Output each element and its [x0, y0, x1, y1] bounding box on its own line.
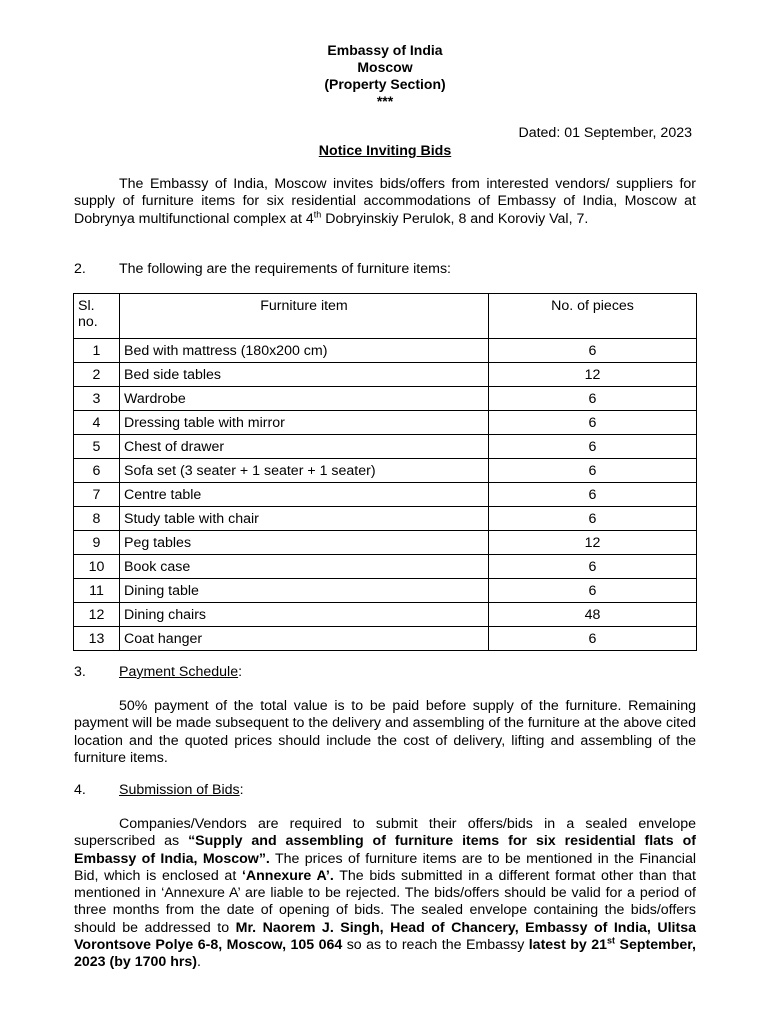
table-row — [74, 507, 697, 531]
table-row — [74, 603, 697, 627]
submission-paragraph: Companies/Vendors are required to submit their offers/bids in a sealed envelope superscribed as “Supply and assembling of furniture items for six residential flats of Embassy of India, Moscow”. The prices of furniture items are to be mentioned in the Financial Bid, which is enclosed at ‘Annexure A’. The bids submitted in a different format other than that mentioned in ‘Annexure A’ are liable to be rejected. The bids/offers should be valid for a period of three months from the date of opening of bids. The sealed envelope containing the bids/offers should be addressed to Mr. Naorem J. Singh, Head of Chancery, Embassy of India, Ulitsa Vorontsove Polye 6-8, Moscow, 105 064 so as to reach the Embassy latest by 21st September, 2023 (by 1700 hrs). — [74, 816, 696, 971]
table-row — [74, 435, 697, 459]
header-embassy: Embassy of India — [327, 42, 443, 58]
cell-pieces: 6 — [489, 579, 697, 603]
cell-sl: 12 — [74, 603, 120, 627]
cell-pieces: 6 — [489, 555, 697, 579]
table-row — [74, 411, 697, 435]
cell-sl: 10 — [74, 555, 120, 579]
section-2-text: The following are the requirements of furniture items: — [119, 261, 451, 277]
furniture-table — [73, 293, 697, 651]
cell-sl: 2 — [74, 363, 120, 387]
notice-title: Notice Inviting Bids — [318, 143, 452, 159]
table-row — [74, 363, 697, 387]
cell-sl: 9 — [74, 531, 120, 555]
cell-pieces: 12 — [489, 531, 697, 555]
cell-sl: 13 — [74, 627, 120, 651]
cell-pieces: 6 — [489, 627, 697, 651]
cell-item: Book case — [120, 555, 489, 579]
cell-pieces: 48 — [489, 603, 697, 627]
cell-sl: 3 — [74, 387, 120, 411]
cell-sl: 11 — [74, 579, 120, 603]
section-3-heading: Payment Schedule: — [119, 664, 243, 680]
table-row — [74, 387, 697, 411]
table-row — [74, 627, 697, 651]
section-4-number: 4. — [74, 782, 86, 798]
cell-sl: 7 — [74, 483, 120, 507]
payment-paragraph: 50% payment of the total value is to be paid before supply of the furniture. Remaining payment will be made subsequent to the delivery and assembling of the furniture at the above cited location and the quoted prices should include the cost of delivery, lifting and assembling of the furniture items. — [74, 698, 696, 766]
cell-sl: 5 — [74, 435, 120, 459]
header-stars: *** — [376, 93, 394, 109]
intro-paragraph: The Embassy of India, Moscow invites bids/offers from interested vendors/ suppliers for supply of furniture items for six residential accommodations of Embassy of India, Moscow at Dobrynya multifunctional complex at 4th Dobryinskiy Perulok, 8 and Koroviy Val, 7. — [74, 176, 696, 227]
cell-item: Dining table — [120, 579, 489, 603]
cell-item: Bed side tables — [120, 363, 489, 387]
header-sl-no: Sl. no. — [74, 294, 120, 339]
cell-sl: 8 — [74, 507, 120, 531]
cell-pieces: 6 — [489, 459, 697, 483]
cell-pieces: 12 — [489, 363, 697, 387]
cell-pieces: 6 — [489, 435, 697, 459]
header-city: Moscow — [357, 59, 413, 75]
cell-pieces: 6 — [489, 411, 697, 435]
cell-item: Dressing table with mirror — [120, 411, 489, 435]
table-row — [74, 339, 697, 363]
cell-item: Dining chairs — [120, 603, 489, 627]
header-no-of-pieces: No. of pieces — [489, 294, 697, 339]
header-section: (Property Section) — [324, 76, 446, 92]
table-row — [74, 579, 697, 603]
table-row — [74, 483, 697, 507]
cell-sl: 1 — [74, 339, 120, 363]
cell-item: Centre table — [120, 483, 489, 507]
cell-item: Sofa set (3 seater + 1 seater + 1 seater) — [120, 459, 489, 483]
header-furniture-item: Furniture item — [120, 294, 489, 339]
cell-pieces: 6 — [489, 387, 697, 411]
cell-item: Coat hanger — [120, 627, 489, 651]
cell-pieces: 6 — [489, 483, 697, 507]
table-header-row — [74, 294, 697, 339]
table-row — [74, 555, 697, 579]
section-3-number: 3. — [74, 664, 86, 680]
cell-sl: 4 — [74, 411, 120, 435]
cell-item: Study table with chair — [120, 507, 489, 531]
table-row — [74, 459, 697, 483]
section-4-heading: Submission of Bids: — [119, 782, 244, 798]
table-row — [74, 531, 697, 555]
cell-item: Wardrobe — [120, 387, 489, 411]
cell-item: Bed with mattress (180x200 cm) — [120, 339, 489, 363]
section-2-number: 2. — [74, 261, 86, 277]
cell-pieces: 6 — [489, 339, 697, 363]
date-line: Dated: 01 September, 2023 — [518, 125, 692, 141]
cell-item: Peg tables — [120, 531, 489, 555]
cell-pieces: 6 — [489, 507, 697, 531]
cell-item: Chest of drawer — [120, 435, 489, 459]
cell-sl: 6 — [74, 459, 120, 483]
